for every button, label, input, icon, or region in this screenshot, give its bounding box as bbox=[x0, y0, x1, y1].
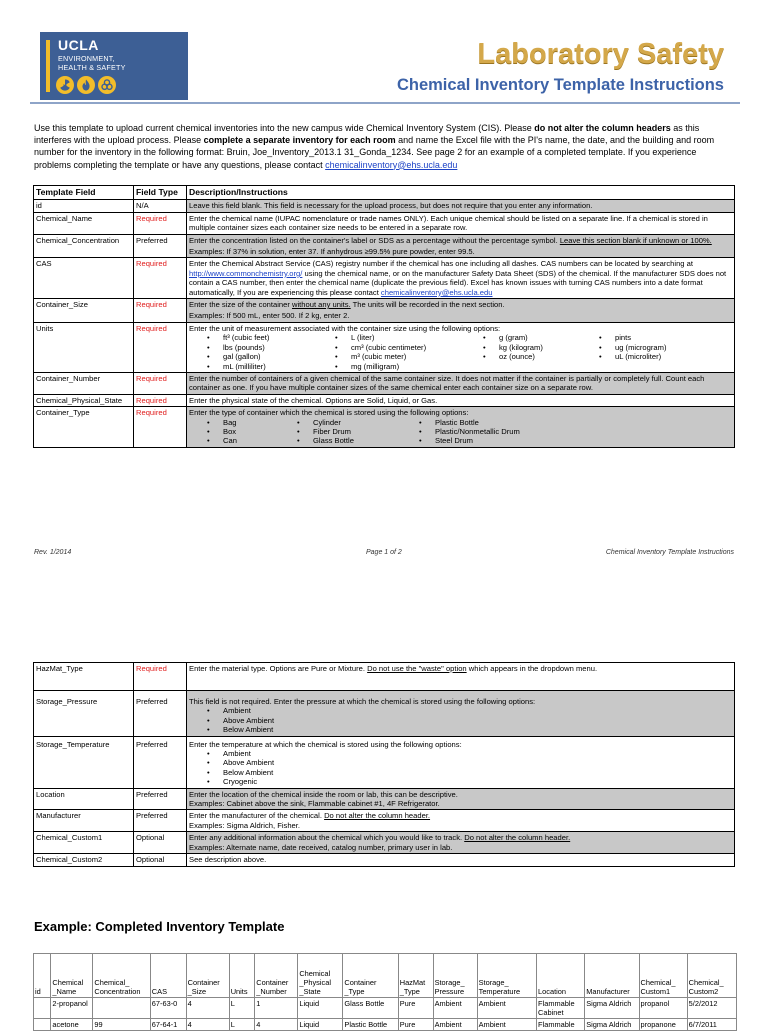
desc-text: Enter the size of the container bbox=[189, 300, 292, 310]
example-cell: L bbox=[229, 998, 255, 1019]
desc-example: Examples: Cabinet above the sink, Flammable cabinet #1, 4F Refrigerator. bbox=[189, 799, 440, 809]
field-name: Manufacturer bbox=[34, 810, 134, 832]
field-description bbox=[187, 691, 735, 737]
container-type-option: • Can bbox=[207, 436, 297, 445]
desc-text: Enter the temperature at which the chemical is stored using the following options: bbox=[189, 739, 462, 749]
example-inventory-table bbox=[33, 953, 737, 1031]
example-cell: 4 bbox=[186, 998, 229, 1019]
example-column-header: Chemical_ Concentration bbox=[93, 954, 150, 998]
container-type-option: • Box bbox=[207, 427, 297, 436]
example-cell: Liquid bbox=[298, 998, 343, 1019]
field-name: Container_Type bbox=[34, 407, 134, 448]
unit-option: • kg (kilogram) bbox=[483, 343, 599, 352]
table-row bbox=[34, 372, 735, 394]
field-name: Container_Size bbox=[34, 299, 134, 323]
temperature-option: • Below Ambient bbox=[207, 768, 407, 777]
unit-option: • gal (gallon) bbox=[207, 352, 335, 361]
field-name: CAS bbox=[34, 258, 134, 299]
desc-underlined: Leave this section blank if unknown or 100%. bbox=[559, 235, 712, 245]
cas-email-link[interactable]: chemicalinventory@ehs.ucla.edu bbox=[380, 287, 493, 297]
example-cell: Glass Bottle bbox=[343, 998, 398, 1019]
intro-text-1: Use this template to upload current chemical inventories into the new campus wide Chemical Inventory System (CIS). Please bbox=[34, 123, 535, 133]
desc-text: Enter the location of the chemical inside the room or lab, this can be descriptive. bbox=[189, 789, 458, 799]
desc-text-2: which appears in the dropdown menu. bbox=[466, 664, 598, 673]
field-type: Required bbox=[134, 299, 187, 323]
example-cell: Plastic Bottle bbox=[343, 1019, 398, 1031]
page-header bbox=[30, 30, 740, 102]
temperature-options-list bbox=[189, 749, 732, 787]
example-cell: 2-propanol bbox=[51, 998, 93, 1019]
desc-text: This field is not required. Enter the pressure at which the chemical is stored using the following options: bbox=[189, 697, 536, 706]
intro-bold-2: complete a separate inventory for each room bbox=[203, 135, 396, 146]
field-description bbox=[187, 258, 735, 299]
example-column-header: Manufacturer bbox=[585, 954, 639, 998]
field-description: Leave this field blank. This field is necessary for the upload process, but does not require that you enter any information. bbox=[187, 200, 735, 212]
field-name: Chemical_Physical_State bbox=[34, 394, 134, 406]
container-type-option: • Cylinder bbox=[297, 418, 419, 427]
unit-option: • cm³ (cubic centimeter) bbox=[335, 343, 483, 352]
example-column-header: Container _Type bbox=[343, 954, 398, 998]
table-row bbox=[34, 832, 735, 854]
container-type-option: • Plastic/Nonmetallic Drum bbox=[419, 427, 599, 436]
common-chemistry-link[interactable]: http://www.commonchemistry.org/ bbox=[189, 268, 303, 278]
example-cell bbox=[34, 1019, 51, 1031]
field-description bbox=[187, 322, 735, 372]
field-description bbox=[187, 788, 735, 810]
field-type: Required bbox=[134, 322, 187, 372]
field-description: Enter the number of containers of a given chemical of the same container size. It does not matter if the container is partially or completely full. Count each container as one. If you have multiple container sizes of the same chemical enter each container size on a separate row. bbox=[187, 372, 735, 394]
temperature-option: • Ambient bbox=[207, 749, 407, 758]
example-column-header: Chemical_ Custom1 bbox=[639, 954, 687, 998]
desc-text-2: The units will be recorded in the next section. bbox=[350, 300, 505, 310]
ucla-ehs-logo bbox=[40, 32, 188, 100]
example-cell bbox=[93, 998, 150, 1019]
field-description: See description above. bbox=[187, 854, 735, 866]
example-cell: acetone bbox=[51, 1019, 93, 1031]
field-name: Container_Number bbox=[34, 372, 134, 394]
field-type: Required bbox=[134, 258, 187, 299]
field-name: Storage_Temperature bbox=[34, 736, 134, 788]
field-name: Chemical_Custom2 bbox=[34, 854, 134, 866]
example-column-header: Chemical_ Custom2 bbox=[687, 954, 736, 998]
example-cell: 67-64-1 bbox=[150, 1019, 186, 1031]
example-column-header: Container _Number bbox=[255, 954, 298, 998]
example-cell: Sigma Aldrich bbox=[585, 998, 639, 1019]
field-description bbox=[187, 663, 735, 691]
container-type-option: • Glass Bottle bbox=[297, 436, 419, 445]
desc-text: Enter any additional information about the chemical which you would like to track. bbox=[189, 833, 465, 843]
intro-paragraph bbox=[34, 122, 734, 171]
field-name: Chemical_Custom1 bbox=[34, 832, 134, 854]
example-column-header: Chemical _Physical _State bbox=[298, 954, 343, 998]
table-row bbox=[34, 234, 735, 258]
desc-text: Enter the unit of measurement associated with the container size using the following options: bbox=[189, 323, 501, 333]
field-type: Required bbox=[134, 663, 187, 691]
footer-revision: Rev. 1/2014 bbox=[34, 549, 72, 556]
header-description: Description/Instructions bbox=[187, 186, 735, 200]
field-description bbox=[187, 810, 735, 832]
table-row bbox=[34, 212, 735, 234]
unit-option: • oz (ounce) bbox=[483, 352, 599, 361]
footer-doc-title: Chemical Inventory Template Instructions bbox=[605, 549, 734, 556]
footer-page-number: Page 1 of 2 bbox=[366, 549, 402, 556]
desc-underlined: Do not alter the column header. bbox=[464, 833, 571, 843]
field-description bbox=[187, 299, 735, 323]
desc-underlined: without any units. bbox=[292, 300, 351, 310]
table-row bbox=[34, 407, 735, 448]
logo-accent-bar bbox=[46, 40, 50, 92]
biohazard-icon bbox=[98, 76, 116, 94]
temperature-option: • Cryogenic bbox=[207, 777, 407, 786]
logo-ucla-text: UCLA bbox=[58, 37, 99, 53]
example-cell: 6/7/2011 bbox=[687, 1019, 736, 1031]
desc-example: Examples: Alternate name, date received, catalog number, primary user in lab. bbox=[189, 842, 453, 852]
container-type-option: • Plastic Bottle bbox=[419, 418, 599, 427]
field-type: Required bbox=[134, 372, 187, 394]
table-row bbox=[34, 1019, 737, 1031]
header-divider bbox=[30, 102, 740, 104]
example-column-header: Storage_ Pressure bbox=[433, 954, 477, 998]
instructions-table-page2 bbox=[33, 662, 735, 867]
desc-text: Enter the type of container which the chemical is stored using the following options: bbox=[189, 408, 469, 418]
unit-option: • ug (microgram) bbox=[599, 343, 719, 352]
example-cell: Ambient bbox=[477, 1019, 536, 1031]
unit-option: • pints bbox=[599, 333, 719, 342]
example-cell: propanol bbox=[639, 998, 687, 1019]
field-name: Units bbox=[34, 322, 134, 372]
unit-option: • uL (microliter) bbox=[599, 352, 719, 361]
table-row bbox=[34, 736, 735, 788]
example-section-title: Example: Completed Inventory Template bbox=[34, 919, 285, 934]
field-type: N/A bbox=[134, 200, 187, 212]
field-type: Preferred bbox=[134, 234, 187, 258]
example-column-header: Units bbox=[229, 954, 255, 998]
example-cell: 4 bbox=[255, 1019, 298, 1031]
example-cell: 5/2/2012 bbox=[687, 998, 736, 1019]
header-field-type: Field Type bbox=[134, 186, 187, 200]
field-name: id bbox=[34, 200, 134, 212]
example-cell: Flammable bbox=[537, 1019, 585, 1031]
example-cell: Pure bbox=[398, 1019, 433, 1031]
field-description: Enter the chemical name (IUPAC nomenclature or trade names ONLY). Each unique chemical should be listed on a separate line. If a chemical is stored in multiple container sizes each container size needs to be entered in a separate row. bbox=[187, 212, 735, 234]
example-column-header: Container _Size bbox=[186, 954, 229, 998]
desc-example: Examples: If 500 mL, enter 500. If 2 kg, enter 2. bbox=[187, 310, 734, 321]
example-column-header: CAS bbox=[150, 954, 186, 998]
intro-text-2: as this interferes with the upload process. Please bbox=[34, 123, 700, 146]
desc-underlined: Do not alter the column header. bbox=[324, 811, 431, 821]
example-header-row bbox=[34, 954, 737, 998]
table-row bbox=[34, 200, 735, 212]
field-description: Enter the physical state of the chemical. Options are Solid, Liquid, or Gas. bbox=[187, 394, 735, 406]
unit-option: • mL (milliliter) bbox=[207, 362, 335, 371]
example-column-header: id bbox=[34, 954, 51, 998]
table-row bbox=[34, 663, 735, 691]
radiation-icon bbox=[56, 76, 74, 94]
unit-option: • g (gram) bbox=[483, 333, 599, 342]
unit-option: • lbs (pounds) bbox=[207, 343, 335, 352]
field-type: Preferred bbox=[134, 736, 187, 788]
example-cell: Ambient bbox=[477, 998, 536, 1019]
example-cell: Ambient bbox=[433, 1019, 477, 1031]
example-cell: Flammable Cabinet bbox=[537, 998, 585, 1019]
pressure-option: • Ambient bbox=[207, 706, 407, 715]
example-cell: Ambient bbox=[433, 998, 477, 1019]
example-column-header: Storage_ Temperature bbox=[477, 954, 536, 998]
container-type-option: • Steel Drum bbox=[419, 436, 599, 445]
table-row bbox=[34, 258, 735, 299]
unit-option: • mg (milligram) bbox=[335, 362, 483, 371]
example-cell: propanone bbox=[639, 1019, 687, 1031]
field-name: Chemical_Name bbox=[34, 212, 134, 234]
intro-bold-1: do not alter the column headers bbox=[534, 123, 671, 133]
example-column-header: Chemical _Name bbox=[51, 954, 93, 998]
logo-line-1: ENVIRONMENT, bbox=[58, 54, 115, 63]
header-template-field: Template Field bbox=[34, 186, 134, 200]
example-column-header: Location bbox=[537, 954, 585, 998]
pressure-option: • Below Ambient bbox=[207, 725, 407, 734]
field-type: Optional bbox=[134, 832, 187, 854]
desc-text: Enter the concentration listed on the container's label or SDS as a percentage without the percentage symbol. bbox=[189, 235, 560, 245]
field-type: Required bbox=[134, 212, 187, 234]
field-description bbox=[187, 832, 735, 854]
example-cell: L bbox=[229, 1019, 255, 1031]
pressure-option: • Above Ambient bbox=[207, 716, 407, 725]
example-cell: 4 bbox=[186, 1019, 229, 1031]
table-row bbox=[34, 854, 735, 866]
unit-option: • ft³ (cubic feet) bbox=[207, 333, 335, 342]
field-type: Required bbox=[134, 394, 187, 406]
field-name: Location bbox=[34, 788, 134, 810]
unit-option: • m³ (cubic meter) bbox=[335, 352, 483, 361]
field-type: Preferred bbox=[134, 788, 187, 810]
field-type: Preferred bbox=[134, 691, 187, 737]
example-cell: Sigma Aldrich bbox=[585, 1019, 639, 1031]
example-cell: 67-63-0 bbox=[150, 998, 186, 1019]
example-column-header: HazMat _Type bbox=[398, 954, 433, 998]
page-title: Laboratory Safety bbox=[477, 38, 724, 70]
contact-email-link[interactable]: chemicalinventory@ehs.ucla.edu bbox=[325, 159, 458, 170]
logo-line-2: HEALTH & SAFETY bbox=[58, 63, 126, 72]
temperature-option: • Above Ambient bbox=[207, 758, 407, 767]
table-row bbox=[34, 998, 737, 1019]
hazard-icons bbox=[56, 76, 116, 94]
desc-text: Enter the Chemical Abstract Service (CAS) registry number if the chemical has one including all dashes. CAS numbers can be located by searching at bbox=[189, 259, 693, 269]
container-type-option: • Bag bbox=[207, 418, 297, 427]
example-cell bbox=[34, 998, 51, 1019]
table-row bbox=[34, 322, 735, 372]
desc-text: Enter the material type. Options are Pure or Mixture. bbox=[189, 664, 368, 673]
example-cell: Pure bbox=[398, 998, 433, 1019]
desc-example: Examples: If 37% in solution, enter 37. If anhydrous ≥99.5% pure powder, enter 99.5. bbox=[187, 246, 734, 257]
instructions-table-page1 bbox=[33, 185, 735, 448]
field-name: Storage_Pressure bbox=[34, 691, 134, 737]
table-row bbox=[34, 810, 735, 832]
container-type-option: • Fiber Drum bbox=[297, 427, 419, 436]
table-row bbox=[34, 788, 735, 810]
table-row bbox=[34, 299, 735, 323]
field-description bbox=[187, 407, 735, 448]
intro-text-3: and name the Excel file with the PI's name, the date, and the building and room number for the inventory in the following format: Bruin, Joe_Inventory_2013.1 31_Gonda_1234. See page 2 for an example of a completed template. If you experience problems completing the template or have any questions, please contact bbox=[34, 135, 715, 170]
table-row bbox=[34, 394, 735, 406]
field-description bbox=[187, 234, 735, 258]
container-type-options-list bbox=[189, 418, 732, 446]
table-header-row bbox=[34, 186, 735, 200]
units-options-list bbox=[189, 333, 732, 371]
field-description bbox=[187, 736, 735, 788]
desc-text-2: using the chemical name, or on the manufacturer Safety Data Sheet (SDS) of the chemical. If the manufacturer SDS does not contain a CAS number, then enter the chemical name (duplicate the previous field). Excel has known issues with turning CAS numbers into a date format automatically, If you are experiencing this please contact bbox=[189, 268, 727, 297]
field-type: Required bbox=[134, 407, 187, 448]
desc-text: Enter the manufacturer of the chemical. bbox=[189, 811, 325, 821]
field-type: Optional bbox=[134, 854, 187, 866]
pressure-options-list bbox=[189, 706, 732, 734]
example-cell: 99 bbox=[93, 1019, 150, 1031]
example-cell: 1 bbox=[255, 998, 298, 1019]
example-cell: Liquid bbox=[298, 1019, 343, 1031]
field-name: HazMat_Type bbox=[34, 663, 134, 691]
desc-example: Examples: Sigma Aldrich, Fisher. bbox=[189, 820, 300, 830]
page-subtitle: Chemical Inventory Template Instructions bbox=[396, 76, 724, 94]
table-row bbox=[34, 691, 735, 737]
field-name: Chemical_Concentration bbox=[34, 234, 134, 258]
unit-option: • L (liter) bbox=[335, 333, 483, 342]
field-type: Preferred bbox=[134, 810, 187, 832]
flame-icon bbox=[77, 76, 95, 94]
desc-underlined: Do not use the "waste" option bbox=[367, 664, 467, 673]
